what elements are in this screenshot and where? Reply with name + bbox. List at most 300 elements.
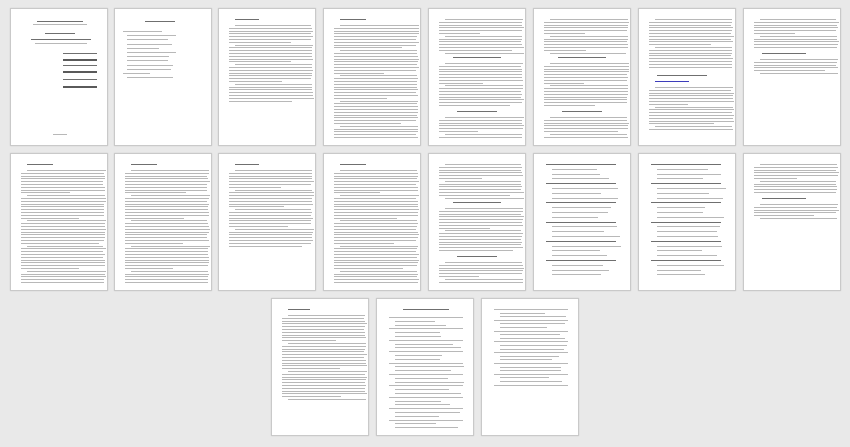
text-line [131, 195, 210, 196]
text-line [21, 234, 105, 235]
text-line [21, 226, 105, 227]
text-line [334, 192, 380, 193]
text-line [21, 187, 105, 188]
text-line [125, 282, 208, 283]
text-line [439, 27, 524, 28]
text-line [550, 85, 628, 86]
text-line [125, 232, 209, 233]
text-line [651, 183, 721, 184]
text-line [282, 360, 366, 361]
text-line [445, 164, 521, 165]
text-line [546, 241, 616, 242]
text-line [21, 212, 104, 213]
text-line [340, 271, 417, 272]
text-line [439, 239, 521, 240]
text-line [445, 63, 523, 64]
text-line [439, 120, 522, 121]
text-line [229, 28, 312, 29]
page-thumbnail[interactable] [218, 8, 316, 146]
text-line [439, 276, 479, 277]
text-line [127, 56, 169, 57]
page-thumbnail[interactable] [323, 8, 421, 146]
text-line [655, 87, 733, 88]
text-line [282, 323, 367, 324]
text-line [403, 309, 449, 310]
text-line [125, 201, 207, 202]
text-line [754, 184, 836, 185]
page-thumbnail[interactable] [638, 153, 736, 291]
text-line [500, 381, 562, 382]
text-line [439, 125, 524, 126]
text-line [649, 123, 714, 124]
text-line [657, 270, 701, 271]
text-line [229, 198, 312, 199]
text-line [229, 78, 311, 79]
text-line [235, 229, 314, 230]
text-line [445, 85, 523, 86]
text-line [334, 237, 418, 238]
text-line [340, 75, 417, 76]
text-line [651, 241, 721, 242]
text-line [439, 250, 513, 251]
text-line [439, 123, 522, 124]
text-line [395, 404, 450, 405]
text-line [21, 274, 105, 275]
text-line [282, 318, 364, 319]
text-line [552, 236, 620, 237]
page-thumbnail[interactable] [323, 153, 421, 291]
text-line [282, 332, 365, 333]
text-line [229, 215, 311, 216]
text-line [552, 169, 597, 170]
text-line [500, 327, 547, 328]
text-line [651, 202, 721, 203]
text-line [334, 251, 416, 252]
text-line [229, 220, 311, 221]
text-line [655, 81, 689, 82]
text-line [334, 187, 418, 188]
text-line [27, 164, 53, 165]
text-line [550, 53, 626, 54]
text-line [334, 184, 416, 185]
text-line [655, 126, 732, 127]
text-line [395, 427, 458, 428]
text-line [229, 50, 312, 51]
text-line [389, 340, 463, 341]
text-line [21, 248, 106, 249]
text-line [657, 217, 724, 218]
text-line [657, 236, 718, 237]
text-line [439, 50, 512, 51]
text-line [760, 218, 837, 219]
text-line [500, 345, 567, 346]
page-thumbnail[interactable] [743, 8, 841, 146]
text-line [439, 214, 521, 215]
text-line [282, 379, 366, 380]
text-line [389, 351, 463, 352]
text-line [229, 226, 288, 227]
text-line [229, 201, 312, 202]
text-line [657, 198, 723, 199]
text-line [127, 65, 173, 66]
text-line [125, 192, 186, 193]
text-line [649, 50, 732, 51]
text-line [334, 67, 419, 68]
text-line [334, 223, 418, 224]
text-line [494, 385, 568, 386]
text-line [552, 174, 600, 175]
text-line [125, 223, 208, 224]
text-line [552, 226, 617, 227]
text-line [334, 92, 416, 93]
text-line [125, 248, 208, 249]
text-line [439, 273, 522, 274]
text-line [439, 74, 522, 75]
text-line [657, 169, 708, 170]
page-thumbnail[interactable] [743, 153, 841, 291]
text-line [334, 112, 418, 113]
text-line [45, 33, 75, 34]
text-line [754, 192, 836, 193]
text-line [649, 129, 733, 130]
text-line [123, 31, 162, 32]
text-line [395, 412, 460, 413]
text-line [334, 226, 417, 227]
page-thumbnail[interactable] [481, 298, 579, 436]
text-line [544, 102, 627, 103]
text-line [127, 69, 171, 70]
text-line [229, 232, 313, 233]
text-line [334, 234, 419, 235]
text-line [754, 27, 838, 28]
text-line [500, 359, 552, 360]
text-line [21, 218, 79, 219]
text-line [282, 329, 364, 330]
text-line [282, 335, 365, 336]
text-line [334, 265, 417, 266]
text-line [21, 178, 105, 179]
text-line [439, 192, 524, 193]
text-line [229, 101, 292, 102]
text-line [282, 321, 365, 322]
text-line [544, 47, 628, 48]
text-line [544, 125, 628, 126]
text-line [334, 61, 418, 62]
text-line [754, 210, 839, 211]
text-line [439, 69, 522, 70]
text-line [334, 178, 417, 179]
page-thumbnail[interactable] [218, 153, 316, 291]
text-line [21, 257, 103, 258]
text-line [445, 262, 522, 263]
text-line [546, 183, 616, 184]
text-line [439, 30, 522, 31]
text-line [651, 260, 721, 261]
text-line [445, 19, 523, 20]
text-line [229, 31, 313, 32]
text-line [229, 181, 314, 182]
page-thumbnail[interactable] [376, 298, 474, 436]
text-line [21, 232, 105, 233]
text-line [439, 282, 523, 283]
text-line [657, 174, 721, 175]
text-line [439, 216, 524, 217]
page-thumbnail[interactable] [533, 8, 631, 146]
text-line [27, 246, 103, 247]
text-line [754, 167, 838, 168]
text-line [395, 366, 464, 367]
text-line [334, 73, 384, 74]
text-line [457, 111, 497, 112]
text-line [439, 268, 524, 269]
text-line [125, 218, 184, 219]
text-line [439, 77, 522, 78]
text-line [63, 86, 97, 88]
text-line [445, 208, 523, 209]
text-line [21, 201, 106, 202]
text-line [125, 178, 208, 179]
text-line [229, 73, 312, 74]
text-line [125, 254, 208, 255]
text-line [288, 309, 310, 310]
text-line [544, 131, 618, 132]
text-line [334, 36, 417, 37]
page-thumbnail[interactable] [428, 8, 526, 146]
page-thumbnail[interactable] [10, 153, 108, 291]
text-line [439, 222, 522, 223]
text-line [229, 36, 313, 37]
text-line [439, 167, 522, 168]
text-line [552, 188, 618, 189]
text-line [500, 367, 561, 368]
text-line [494, 320, 568, 321]
page-thumbnail[interactable] [271, 298, 369, 436]
text-line [334, 215, 418, 216]
page-thumbnail[interactable] [428, 153, 526, 291]
text-line [340, 220, 417, 221]
text-line [439, 80, 523, 81]
text-line [544, 77, 628, 78]
text-line [282, 385, 366, 386]
text-line [439, 189, 521, 190]
text-line [754, 215, 814, 216]
text-line [334, 276, 417, 277]
text-line [127, 39, 168, 40]
text-line [439, 247, 523, 248]
text-line [500, 377, 549, 378]
text-line [340, 246, 418, 247]
text-line [229, 47, 312, 48]
text-line [754, 207, 837, 208]
text-line [282, 391, 365, 392]
text-line [334, 254, 419, 255]
text-line [552, 207, 611, 208]
text-line [649, 95, 733, 96]
text-line [229, 212, 312, 213]
text-line [395, 370, 451, 371]
text-line [395, 332, 440, 333]
text-line [63, 71, 97, 73]
text-line [439, 236, 522, 237]
text-line [552, 270, 609, 271]
text-line [395, 423, 436, 424]
text-line [340, 25, 419, 26]
text-line [754, 178, 797, 179]
text-line [334, 103, 417, 104]
text-line [500, 370, 561, 371]
text-line [334, 282, 418, 283]
text-line [35, 43, 87, 44]
text-line [125, 181, 210, 182]
text-line [439, 71, 522, 72]
text-line [439, 219, 523, 220]
text-line [282, 351, 364, 352]
text-line [562, 111, 602, 112]
text-line [288, 315, 365, 316]
text-line [754, 70, 825, 71]
text-line [334, 201, 418, 202]
text-line [334, 181, 419, 182]
text-line [127, 44, 172, 45]
text-line [439, 175, 523, 176]
text-line [282, 357, 364, 358]
text-line [131, 170, 209, 171]
text-line [439, 47, 524, 48]
text-line [760, 164, 837, 165]
text-line [125, 234, 207, 235]
text-line [123, 73, 150, 74]
text-line [657, 255, 717, 256]
text-line [754, 39, 837, 40]
text-line [125, 226, 209, 227]
text-line [552, 265, 603, 266]
text-line [649, 118, 733, 119]
text-line [389, 317, 463, 318]
text-line [657, 193, 709, 194]
text-line [389, 408, 463, 409]
text-line [125, 215, 209, 216]
text-line [395, 393, 461, 394]
text-line [655, 19, 732, 20]
text-line [21, 276, 106, 277]
text-line [334, 190, 418, 191]
text-line [334, 123, 401, 124]
text-line [21, 192, 70, 193]
text-line [21, 279, 104, 280]
text-line [229, 246, 302, 247]
text-line [760, 19, 836, 20]
text-line [395, 355, 442, 356]
text-line [229, 39, 311, 40]
text-line [334, 117, 418, 118]
page-thumbnail[interactable] [114, 153, 212, 291]
text-line [282, 368, 340, 369]
text-line [125, 190, 207, 191]
text-line [649, 30, 732, 31]
text-line [649, 22, 732, 23]
text-line [550, 134, 627, 135]
text-line [657, 212, 703, 213]
text-line [651, 164, 721, 165]
text-line [21, 262, 105, 263]
text-line [439, 242, 522, 243]
text-line [657, 178, 703, 179]
text-line [439, 88, 523, 89]
text-line [389, 363, 463, 364]
text-line [494, 352, 568, 353]
page-thumbnail[interactable] [638, 8, 736, 146]
text-line [334, 53, 417, 54]
text-line [334, 95, 418, 96]
text-line [439, 91, 521, 92]
text-line [334, 87, 417, 88]
text-line [288, 371, 367, 372]
text-line [439, 228, 490, 229]
page-thumbnail[interactable] [114, 8, 212, 146]
text-line [544, 80, 627, 81]
text-line [334, 260, 419, 261]
text-line [235, 209, 311, 210]
text-line [649, 109, 734, 110]
text-line [649, 27, 733, 28]
text-line [340, 164, 366, 165]
text-line [334, 240, 416, 241]
text-line [334, 45, 416, 46]
text-line [439, 233, 523, 234]
text-line [334, 47, 402, 48]
text-line [334, 232, 418, 233]
text-line [334, 39, 416, 40]
text-line [282, 354, 367, 355]
text-line [131, 220, 207, 221]
text-line [500, 338, 565, 339]
text-line [282, 340, 336, 341]
text-line [229, 223, 311, 224]
text-line [657, 226, 720, 227]
text-line [439, 265, 523, 266]
text-line [21, 215, 104, 216]
text-line [550, 63, 629, 64]
text-line [21, 251, 103, 252]
text-line [395, 321, 435, 322]
text-line [445, 230, 521, 231]
text-line [27, 220, 106, 221]
text-line [552, 178, 609, 179]
text-line [235, 64, 312, 65]
text-line [125, 237, 207, 238]
text-line [334, 248, 417, 249]
text-line [334, 84, 417, 85]
text-line [544, 66, 629, 67]
text-line [552, 246, 621, 247]
text-line [649, 112, 732, 113]
page-thumbnail[interactable] [533, 153, 631, 291]
text-line [334, 209, 419, 210]
text-line [282, 346, 366, 347]
text-line [439, 97, 521, 98]
text-line [125, 198, 209, 199]
text-line [754, 65, 836, 66]
text-line [334, 204, 418, 205]
text-line [229, 173, 312, 174]
text-line [31, 39, 91, 40]
text-line [395, 325, 446, 326]
page-thumbnail[interactable] [10, 8, 108, 146]
text-line [657, 207, 705, 208]
text-line [754, 172, 839, 173]
text-line [229, 187, 281, 188]
text-line [334, 173, 418, 174]
